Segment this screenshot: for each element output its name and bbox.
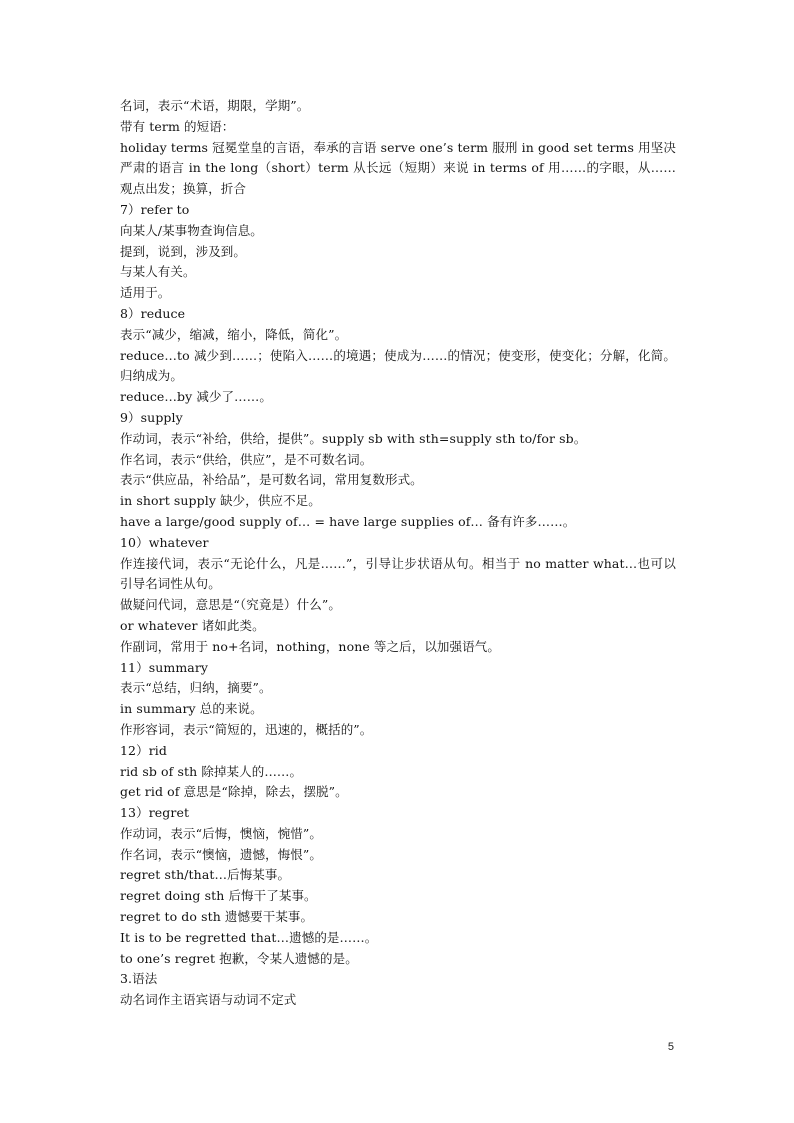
text-line: in summary 总的来说。 (120, 701, 263, 717)
text-line: to one’s regret 抱歉，令某人遗憾的是。 (120, 950, 358, 966)
text-line: 名词，表示“术语，期限，学期”。 (120, 98, 310, 113)
text-line: 表示“减少，缩减，缩小，降低，简化”。 (120, 326, 348, 342)
text-line: 作动词，表示“补给，供给，提供”。supply sb with sth=supply sth to/for sb。 (120, 430, 587, 446)
text-line: 表示“供应品，补给品”，是可数名词，常用复数形式。 (120, 472, 423, 488)
section-heading: 11）summary (120, 659, 209, 675)
text-line: 提到，说到，涉及到。 (120, 243, 247, 259)
section-heading: 9）supply (120, 409, 183, 425)
section-heading: 3.语法 (120, 971, 158, 987)
text-line: 作副词，常用于 no+名词，nothing，none 等之后，以加强语气。 (120, 638, 500, 654)
text-line: rid sb of sth 除掉某人的……。 (120, 763, 303, 779)
text-line: regret doing sth 后悔干了某事。 (120, 888, 317, 904)
text-line: regret to do sth 遗憾要干某事。 (120, 909, 314, 925)
text-line: 表示“总结，归纳，摘要”。 (120, 680, 272, 696)
text-line: in short supply 缺少，供应不足。 (120, 493, 321, 509)
text-line: get rid of 意思是“除掉，除去，摆脱”。 (120, 784, 348, 800)
text-line: 带有 term 的短语： (120, 118, 235, 134)
text-line: have a large/good supply of… = have large supplies of… 备有许多……。 (120, 513, 576, 529)
text-paragraph: reduce…to 减少到……；使陷入……的境遇；使成为……的情况；使变形，使变化；分解，化简。归纳成为。 (120, 347, 676, 384)
text-paragraph: 作连接代词，表示“无论什么，凡是……”，引导让步状语从句。相当于 no matter what…也可以引导名词性从句。 (120, 555, 676, 592)
text-line: 作动词，表示“后悔，懊恼，惋惜”。 (120, 825, 322, 841)
text-line: reduce…by 减少了……。 (120, 389, 272, 405)
text-line: regret sth/that…后悔某事。 (120, 867, 291, 883)
text-line: or whatever 诸如此类。 (120, 617, 265, 633)
text-line: 动名词作主语宾语与动词不定式 (120, 992, 297, 1008)
text-line: 与某人有关。 (120, 264, 196, 280)
document-body (120, 96, 676, 1011)
text-line: 作名词，表示“懊恼，遗憾，悔恨”。 (120, 846, 322, 862)
text-line: 做疑问代词，意思是“（究竟是）什么”。 (120, 597, 341, 613)
page-number: 5 (667, 1041, 674, 1053)
text-line: 向某人/某事物查询信息。 (120, 222, 263, 238)
text-line: 作形容词，表示“简短的，迅速的，概括的”。 (120, 721, 373, 737)
section-heading: 12）rid (120, 742, 167, 758)
section-heading: 8）reduce (120, 305, 186, 321)
text-paragraph: holiday terms 冠冕堂皇的言语，奉承的言语 serve one’s term 服刑 in good set terms 用坚决严肃的语言 in the long（short）term 从长远（短期）来说 in terms of 用……的字眼，从……观点出发；换算，折合 (120, 139, 676, 197)
text-line: It is to be regretted that…遗憾的是……。 (120, 929, 378, 945)
section-heading: 13）regret (120, 805, 190, 821)
section-heading: 7）refer to (120, 201, 190, 217)
section-heading: 10）whatever (120, 534, 209, 550)
text-line: 作名词，表示“供给，供应”，是不可数名词。 (120, 451, 373, 467)
text-line: 适用于。 (120, 285, 171, 301)
